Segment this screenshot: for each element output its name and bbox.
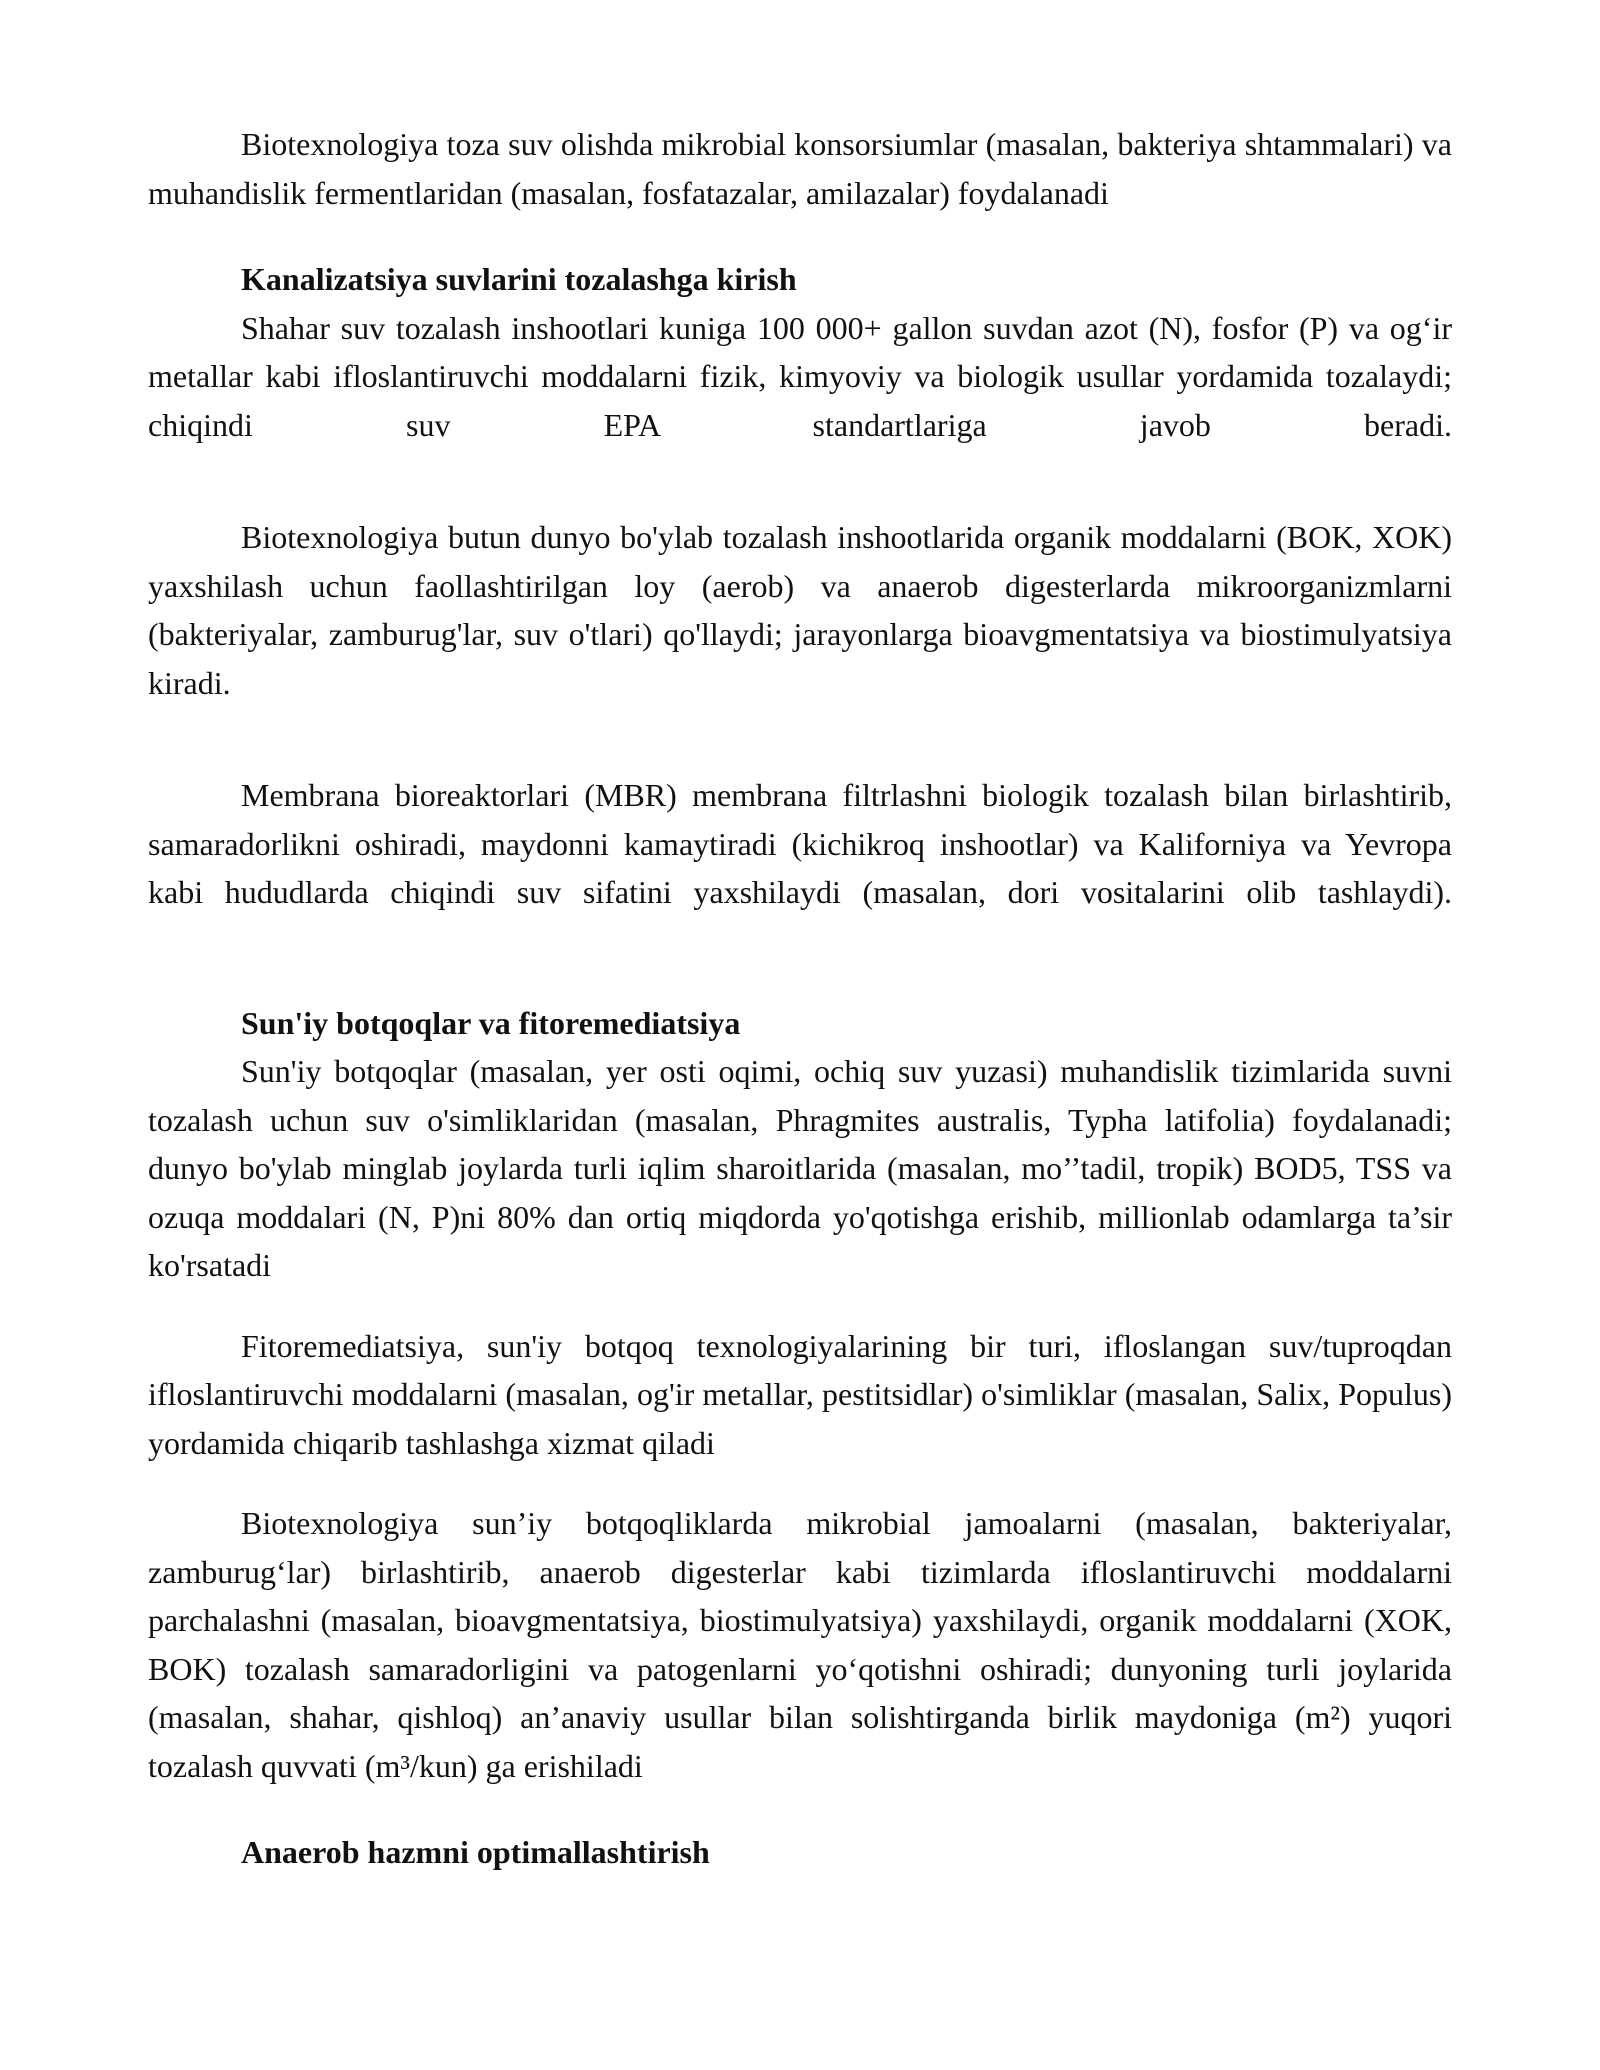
paragraph-intro: Biotexnologiya toza suv olishda mikrobial konsorsiumlar (masalan, bakteriya shtammalari) va muhandislik fermentlaridan (masalan, fosfatazalar, amilazalar) foydalanadi	[148, 126, 1452, 211]
paragraph-microbial-communities: Biotexnologiya sun’iy botqoqliklarda mikrobial jamoalarni (masalan, bakteriyalar, zamburug‘lar) birlashtirib, anaerob digesterlar kabi tizimlarda ifloslantiruvchi moddalarni parchalashni (masalan, bioavgmentatsiya, biostimulyatsiya) yaxshilaydi, organik moddalarni (XOK, BOK) tozalash samaradorligini va patogenlarni yo‘qotishni oshiradi; dunyoning turli joylarida (masalan, shahar, qishloq) an’anaviy usullar bilan solishtirganda birlik maydoniga (m²) yuqori tozalash quvvati (m³/kun) ga erishiladi	[148, 1505, 1452, 1784]
document-page	[148, 120, 1452, 1877]
paragraph-constructed-wetlands: Sun'iy botqoqlar (masalan, yer osti oqimi, ochiq suv yuzasi) muhandislik tizimlarida suvni tozalash uchun suv o'simliklaridan (masalan, Phragmites australis, Typha latifolia) foydalanadi; dunyo bo'ylab minglab joylarda turli iqlim sharoitlarida (masalan, mo’’tadil, tropik) BOD5, TSS va ozuqa moddalari (N, P)ni 80% dan ortiq miqdorda yo'qotishga erishib, millionlab odamlarga ta’sir ko'rsatadi	[148, 1053, 1452, 1283]
paragraph-phytoremediation: Fitoremediatsiya, sun'iy botqoq texnologiyalarining bir turi, ifloslangan suv/tuproqdan ifloslantiruvchi moddalarni (masalan, og'ir metallar, pestitsidlar) o'simliklar (masalan, Salix, Populus) yordamida chiqarib tashlashga xizmat qiladi	[148, 1327, 1452, 1461]
heading-anaerobic-digestion: Anaerob hazmni optimallashtirish	[241, 1834, 710, 1870]
paragraph-activated-sludge: Biotexnologiya butun dunyo bo'ylab tozalash inshootlarida organik moddalarni (BOK, XOK) yaxshilash uchun faollashtirilgan loy (aerob) va anaerob digesterlarda mikroorganizmlarni (bakteriyalar, zamburug'lar, suv o'tlari) qo'llaydi; jarayonlarga bioavgmentatsiya va biostimulyatsiya kiradi.	[148, 519, 1452, 701]
paragraph-membrane-bioreactors: Membrana bioreaktorlari (MBR) membrana filtrlashni biologik tozalash bilan birlashtirib, samaradorlikni oshiradi, maydonni kamaytiradi (kichikroq inshootlar) va Kaliforniya va Yevropa kabi hududlarda chiqindi suv sifatini yaxshilaydi (masalan, dori vositalarini olib tashlaydi).	[148, 777, 1452, 910]
heading-sewage-treatment: Kanalizatsiya suvlarini tozalashga kirish	[241, 261, 797, 297]
heading-constructed-wetlands: Sun'iy botqoqlar va fitoremediatsiya	[241, 1004, 741, 1041]
paragraph-municipal-plants: Shahar suv tozalash inshootlari kuniga 100 000+ gallon suvdan azot (N), fosfor (P) va og‘ir metallar kabi ifloslantiruvchi moddalarni fizik, kimyoviy va biologik usullar yordamida tozalaydi; chiqindi suv EPA standartlariga javob beradi.	[148, 309, 1452, 443]
